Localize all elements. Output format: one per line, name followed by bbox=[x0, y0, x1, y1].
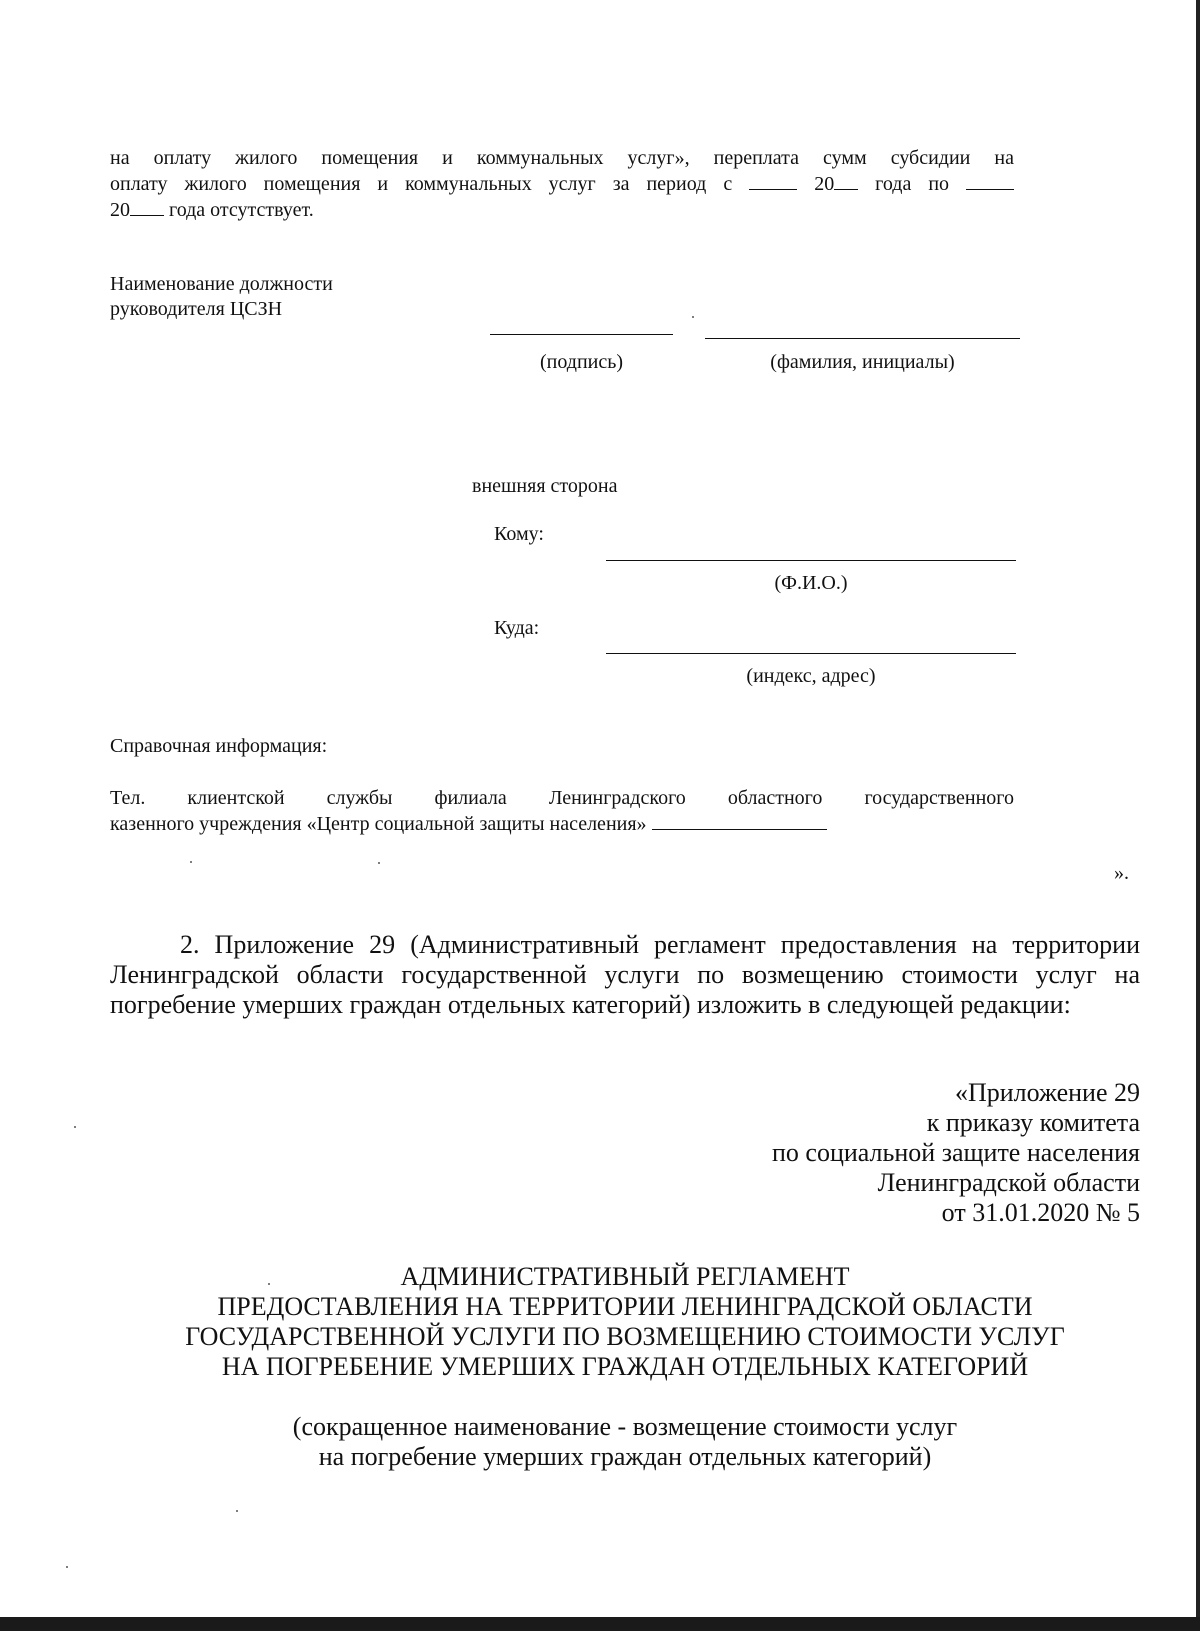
blank-field bbox=[749, 171, 797, 190]
closing-quote: ». bbox=[1114, 862, 1129, 884]
scan-speck bbox=[190, 861, 192, 863]
text-fragment: года отсутствует. bbox=[169, 199, 314, 221]
text-fragment: казенного учреждения «Центр социальной защиты населения» bbox=[110, 813, 647, 835]
short-name-line-1: (сокращенное наименование - возмещение стоимости услуг bbox=[292, 1412, 958, 1441]
signature-line bbox=[490, 334, 673, 335]
blank-field bbox=[966, 171, 1014, 190]
text-fragment: 20 bbox=[814, 173, 835, 195]
to-line bbox=[606, 560, 1016, 561]
item-2-paragraph: 2. Приложение 29 (Административный регламент предоставления на территории Ленинградской области государственной услуги по возмещению стоимости услуг на погребение умерших граждан отдельных категорий) изложить в следующей редакции: bbox=[110, 930, 1140, 1019]
position-line-2: руководителя ЦСЗН bbox=[110, 298, 283, 320]
envelope-side-label: внешняя сторона bbox=[472, 475, 618, 497]
title-line-2: ПРЕДОСТАВЛЕНИЯ НА ТЕРРИТОРИИ ЛЕНИНГРАДСКОЙ ОБЛАСТИ bbox=[217, 1292, 1033, 1321]
blank-field bbox=[652, 811, 827, 830]
text-fragment: 20 bbox=[110, 199, 130, 221]
signature-caption: (подпись) bbox=[539, 351, 624, 373]
position-block bbox=[110, 272, 333, 322]
top-paragraph-line-2 bbox=[110, 171, 1014, 197]
short-name-line-2: на погребение умерших граждан отдельных категорий) bbox=[318, 1442, 932, 1471]
title-line-4: НА ПОГРЕБЕНИЕ УМЕРШИХ ГРАЖДАН ОТДЕЛЬНЫХ КАТЕГОРИЙ bbox=[221, 1352, 1029, 1381]
position-line-1: Наименование должности bbox=[110, 273, 333, 295]
scan-speck bbox=[236, 1510, 238, 1512]
annex-line-2: к приказу комитета bbox=[926, 1108, 1140, 1137]
where-label: Куда: bbox=[494, 617, 540, 639]
name-caption: (фамилия, инициалы) bbox=[770, 351, 955, 373]
short-name bbox=[110, 1412, 1140, 1472]
title-line-1: АДМИНИСТРАТИВНЫЙ РЕГЛАМЕНТ bbox=[400, 1262, 850, 1291]
annex-line-1: «Приложение 29 bbox=[954, 1078, 1140, 1107]
scan-speck bbox=[692, 316, 694, 318]
scan-edge-bottom bbox=[0, 1617, 1200, 1631]
text-fragment: года по bbox=[875, 173, 950, 195]
top-paragraph bbox=[110, 146, 1014, 223]
annex-header bbox=[600, 1078, 1140, 1228]
to-label: Кому: bbox=[494, 523, 544, 545]
top-paragraph-line-3 bbox=[110, 197, 1014, 223]
where-caption: (индекс, адрес) bbox=[746, 665, 876, 687]
scan-edge-right bbox=[1196, 0, 1200, 1631]
reference-line-2 bbox=[110, 811, 1014, 837]
reference-heading: Справочная информация: bbox=[110, 735, 328, 757]
scan-speck bbox=[66, 1566, 68, 1568]
title-line-3: ГОСУДАРСТВЕННОЙ УСЛУГИ ПО ВОЗМЕЩЕНИЮ СТОИМОСТИ УСЛУГ bbox=[185, 1322, 1065, 1351]
annex-line-5: от 31.01.2020 № 5 bbox=[941, 1198, 1140, 1227]
blank-field bbox=[130, 197, 164, 216]
top-paragraph-line-1: на оплату жилого помещения и коммунальных услуг», переплата сумм субсидии на bbox=[110, 147, 1014, 169]
annex-line-4: Ленинградской области bbox=[877, 1168, 1140, 1197]
scan-speck bbox=[378, 862, 380, 864]
annex-line-3: по социальной защите населения bbox=[771, 1138, 1140, 1167]
text-fragment: оплату жилого помещения и коммунальных услуг за период с bbox=[110, 173, 733, 195]
reference-line-1: Тел. клиентской службы филиала Ленинградского областного государственного bbox=[110, 787, 1014, 809]
where-line bbox=[606, 653, 1016, 654]
to-caption: (Ф.И.О.) bbox=[774, 572, 848, 594]
reference-block bbox=[110, 786, 1014, 837]
blank-field bbox=[834, 171, 858, 190]
scan-speck bbox=[74, 1126, 76, 1128]
regulation-title bbox=[110, 1262, 1140, 1382]
scan-speck bbox=[268, 1283, 270, 1285]
name-line bbox=[705, 338, 1020, 339]
